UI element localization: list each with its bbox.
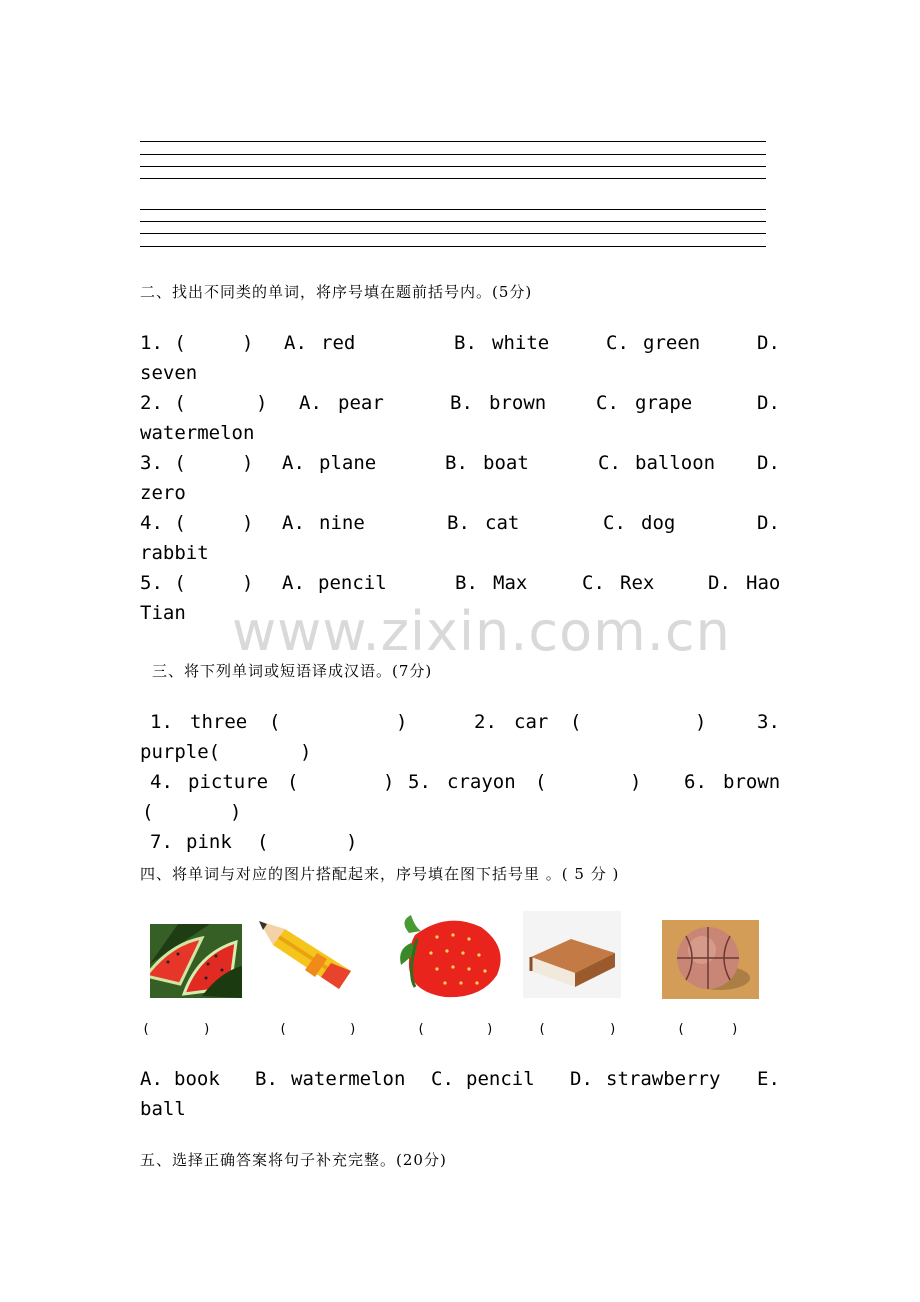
answer-line: [140, 233, 766, 234]
option-letter: C.: [582, 572, 605, 594]
answer-line: [140, 209, 766, 210]
option-word: nine: [319, 512, 365, 534]
answer-bracket-close: ): [346, 831, 358, 853]
item-number: 2.: [474, 711, 497, 733]
option-word: plane: [319, 452, 377, 474]
section5-heading: 五、选择正确答案将句子补充完整。(20分): [140, 1151, 447, 1169]
option-word: green: [643, 332, 701, 354]
answer-bracket-close: ): [300, 741, 312, 763]
option-letter: B.: [450, 392, 473, 414]
answer-bracket-open: (: [677, 1022, 685, 1037]
book-image: [523, 911, 621, 998]
section3-heading: 三、将下列单词或短语译成汉语。(7分): [152, 662, 433, 680]
vocab-word: picture: [188, 771, 269, 793]
answer-bracket-close: ): [396, 711, 408, 733]
strawberry-image: [397, 913, 507, 999]
vocab-word: purple(: [140, 741, 221, 763]
item-number: 3. (: [140, 452, 186, 474]
option-letter: C.: [603, 512, 626, 534]
option-letter: D.: [757, 392, 780, 414]
vocab-word: crayon: [447, 771, 516, 793]
option-word: pencil: [318, 572, 387, 594]
option-word: seven: [140, 362, 198, 384]
answer-line: [140, 221, 766, 222]
answer-line: [140, 246, 766, 247]
option-letter: A.: [282, 512, 305, 534]
option-letter: D.: [708, 572, 731, 594]
item-number: 7.: [150, 831, 173, 853]
option-word: pear: [338, 392, 384, 414]
answer-bracket-open: (: [570, 711, 582, 733]
item-number: 1. (: [140, 332, 186, 354]
answer-line: [140, 141, 766, 142]
option-letter: A.: [282, 572, 305, 594]
option-letter: A.: [284, 332, 307, 354]
answer-bracket-close: ): [486, 1022, 494, 1037]
bracket-close: ): [242, 332, 254, 354]
answer-bracket-close: ): [203, 1022, 211, 1037]
answer-bracket-open: (: [269, 711, 281, 733]
answer-line: [140, 178, 766, 179]
watermark-text: www.zixin.com.cn: [232, 600, 731, 663]
item-number: 5.: [408, 771, 431, 793]
answer-bracket-open: (: [257, 831, 269, 853]
vocab-word: car: [514, 711, 549, 733]
option-word: red: [321, 332, 356, 354]
answer-bracket-open: (: [142, 801, 154, 823]
option-word: cat: [485, 512, 520, 534]
option-word: dog: [641, 512, 676, 534]
option-letter: B.: [255, 1068, 278, 1090]
option-word: brown: [489, 392, 547, 414]
option-letter: B.: [445, 452, 468, 474]
bracket-close: ): [242, 572, 254, 594]
section2-heading: 二、找出不同类的单词，将序号填在题前括号内。(5分): [140, 283, 533, 301]
vocab-word: pink: [186, 831, 232, 853]
bracket-close: ): [256, 392, 268, 414]
option-letter: A.: [282, 452, 305, 474]
option-letter: C.: [596, 392, 619, 414]
option-word: Rex: [620, 572, 655, 594]
answer-bracket-close: ): [630, 771, 642, 793]
answer-bracket-close: ): [609, 1022, 617, 1037]
option-letter: B.: [455, 572, 478, 594]
answer-bracket-close: ): [695, 711, 707, 733]
option-word: book: [174, 1068, 220, 1090]
basketball-image: [662, 920, 759, 999]
watermelon-image: [150, 924, 242, 998]
option-word: grape: [635, 392, 693, 414]
item-number: 3.: [757, 711, 780, 733]
answer-bracket-open: (: [535, 771, 547, 793]
option-letter: A.: [140, 1068, 163, 1090]
option-word: pencil: [466, 1068, 535, 1090]
answer-line: [140, 166, 766, 167]
option-letter: E.: [757, 1068, 780, 1090]
bracket-close: ): [242, 512, 254, 534]
item-number: 1.: [150, 711, 173, 733]
option-word: white: [492, 332, 550, 354]
answer-bracket-open: (: [287, 771, 299, 793]
option-word: watermelon: [140, 422, 255, 444]
option-letter: C.: [606, 332, 629, 354]
answer-bracket-close: ): [230, 801, 242, 823]
section4-heading: 四、将单词与对应的图片搭配起来，序号填在图下括号里 。( 5 分 ): [140, 865, 620, 883]
answer-bracket-open: (: [142, 1022, 150, 1037]
option-letter: A.: [299, 392, 322, 414]
option-word: ball: [140, 1098, 186, 1120]
option-word: Tian: [140, 602, 186, 624]
option-letter: D.: [757, 332, 780, 354]
answer-bracket-close: ): [383, 771, 395, 793]
option-word: watermelon: [291, 1068, 406, 1090]
answer-bracket-close: ): [349, 1022, 357, 1037]
option-letter: D.: [570, 1068, 593, 1090]
option-word: Hao: [746, 572, 781, 594]
item-number: 2. (: [140, 392, 186, 414]
pencil-image: [255, 915, 357, 991]
answer-bracket-open: (: [417, 1022, 425, 1037]
bracket-close: ): [242, 452, 254, 474]
option-letter: D.: [757, 452, 780, 474]
vocab-word: three: [190, 711, 248, 733]
answer-bracket-open: (: [279, 1022, 287, 1037]
option-letter: C.: [598, 452, 621, 474]
option-word: rabbit: [140, 542, 209, 564]
option-letter: B.: [454, 332, 477, 354]
item-number: 6.: [684, 771, 707, 793]
answer-bracket-open: (: [538, 1022, 546, 1037]
option-word: Max: [493, 572, 528, 594]
option-letter: B.: [447, 512, 470, 534]
option-word: boat: [483, 452, 529, 474]
answer-bracket-close: ): [731, 1022, 739, 1037]
option-letter: C.: [431, 1068, 454, 1090]
option-letter: D.: [757, 512, 780, 534]
vocab-word: brown: [723, 771, 781, 793]
item-number: 5. (: [140, 572, 186, 594]
option-word: zero: [140, 482, 186, 504]
option-word: strawberry: [606, 1068, 721, 1090]
item-number: 4. (: [140, 512, 186, 534]
answer-line: [140, 154, 766, 155]
option-word: balloon: [635, 452, 716, 474]
item-number: 4.: [150, 771, 173, 793]
